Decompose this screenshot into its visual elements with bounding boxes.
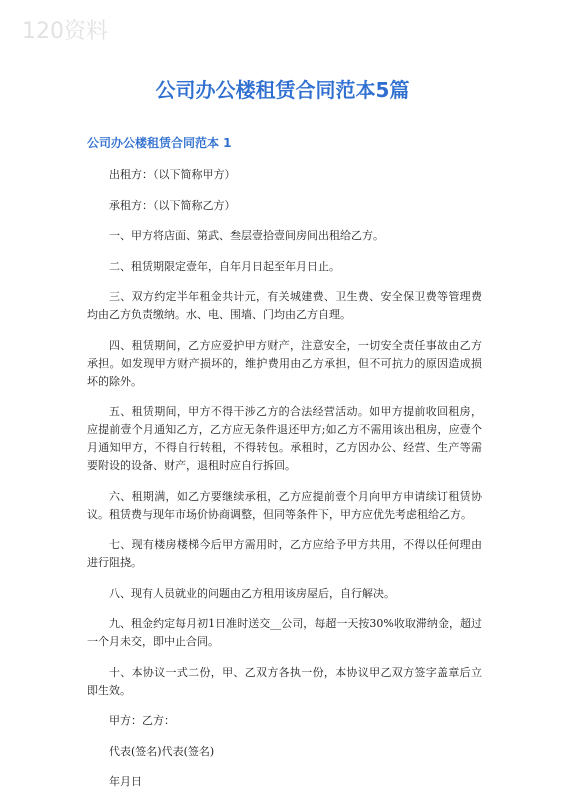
- paragraph-lessor: 出租方：（以下简称甲方）: [109, 168, 236, 181]
- clause-5: 五、租赁期间，甲方不得干涉乙方的合法经营活动。如甲方提前收回租房，应提前壹个月通知乙方，乙方应无条件退还甲方;如乙方不需用该出租房，应壹个月通知甲方，不得自行转租，不得转包。承租时，乙方因办公、经营、生产等需要附设的设备、财产，退租时应自行拆回。: [87, 405, 482, 472]
- watermark: 120资料: [22, 19, 108, 44]
- clause-8: 八、现有人员就业的问题由乙方租用该房屋后，自行解决。: [109, 586, 395, 600]
- paragraph-lessee: 承租方：（以下简称乙方）: [109, 198, 236, 212]
- clause-7: 七、现有楼房楼梯今后甲方需用时，乙方应给予甲方共用，不得以任何理由进行阻挠。: [87, 538, 482, 569]
- signature-parties: 甲方：乙方：: [109, 714, 175, 727]
- clause-3: 三、双方约定半年租金共计元，有关城建费、卫生费、安全保卫费等管理费均由乙方负责缴纳。水、电、围墙、门均由乙方自理。: [87, 290, 482, 321]
- contract-body: [87, 166, 482, 804]
- clause-6: 六、租期满，如乙方要继续承租，乙方应提前壹个月向甲方申请续订租赁协议。租赁费与现年市场价协商调整，但同等条件下，甲方应优先考虑租给乙方。: [87, 489, 482, 521]
- clause-4: 四、租赁期间，乙方应爱护甲方财产，注意安全，一切安全责任事故由乙方承担。如发现甲方财产损坏的，维护费用由乙方承担，但不可抗力的原因造成损坏的除外。: [87, 338, 482, 388]
- clause-2: 二、租赁期限定壹年，自年月日起至年月日止。: [109, 259, 340, 273]
- clause-9: 九、租金约定每月初1日准时送交__公司，每超一天按30%收取滞纳金，超过一个月未交，即中止合同。: [87, 617, 482, 648]
- document-title: 公司办公楼租赁合同范本5篇: [155, 78, 410, 102]
- section-heading: 公司办公楼租赁合同范本 1: [87, 136, 232, 150]
- clause-1: 一、甲方将店面、第武、叁层壹拾壹间房间出租给乙方。: [109, 229, 384, 242]
- signature-date: 年月日: [109, 775, 142, 788]
- signature-representatives: 代表(签名)代表(签名): [109, 744, 215, 758]
- clause-10: 十、本协议一式二份，甲、乙双方各执一份，本协议甲乙双方签字盖章后立即生效。: [87, 665, 482, 697]
